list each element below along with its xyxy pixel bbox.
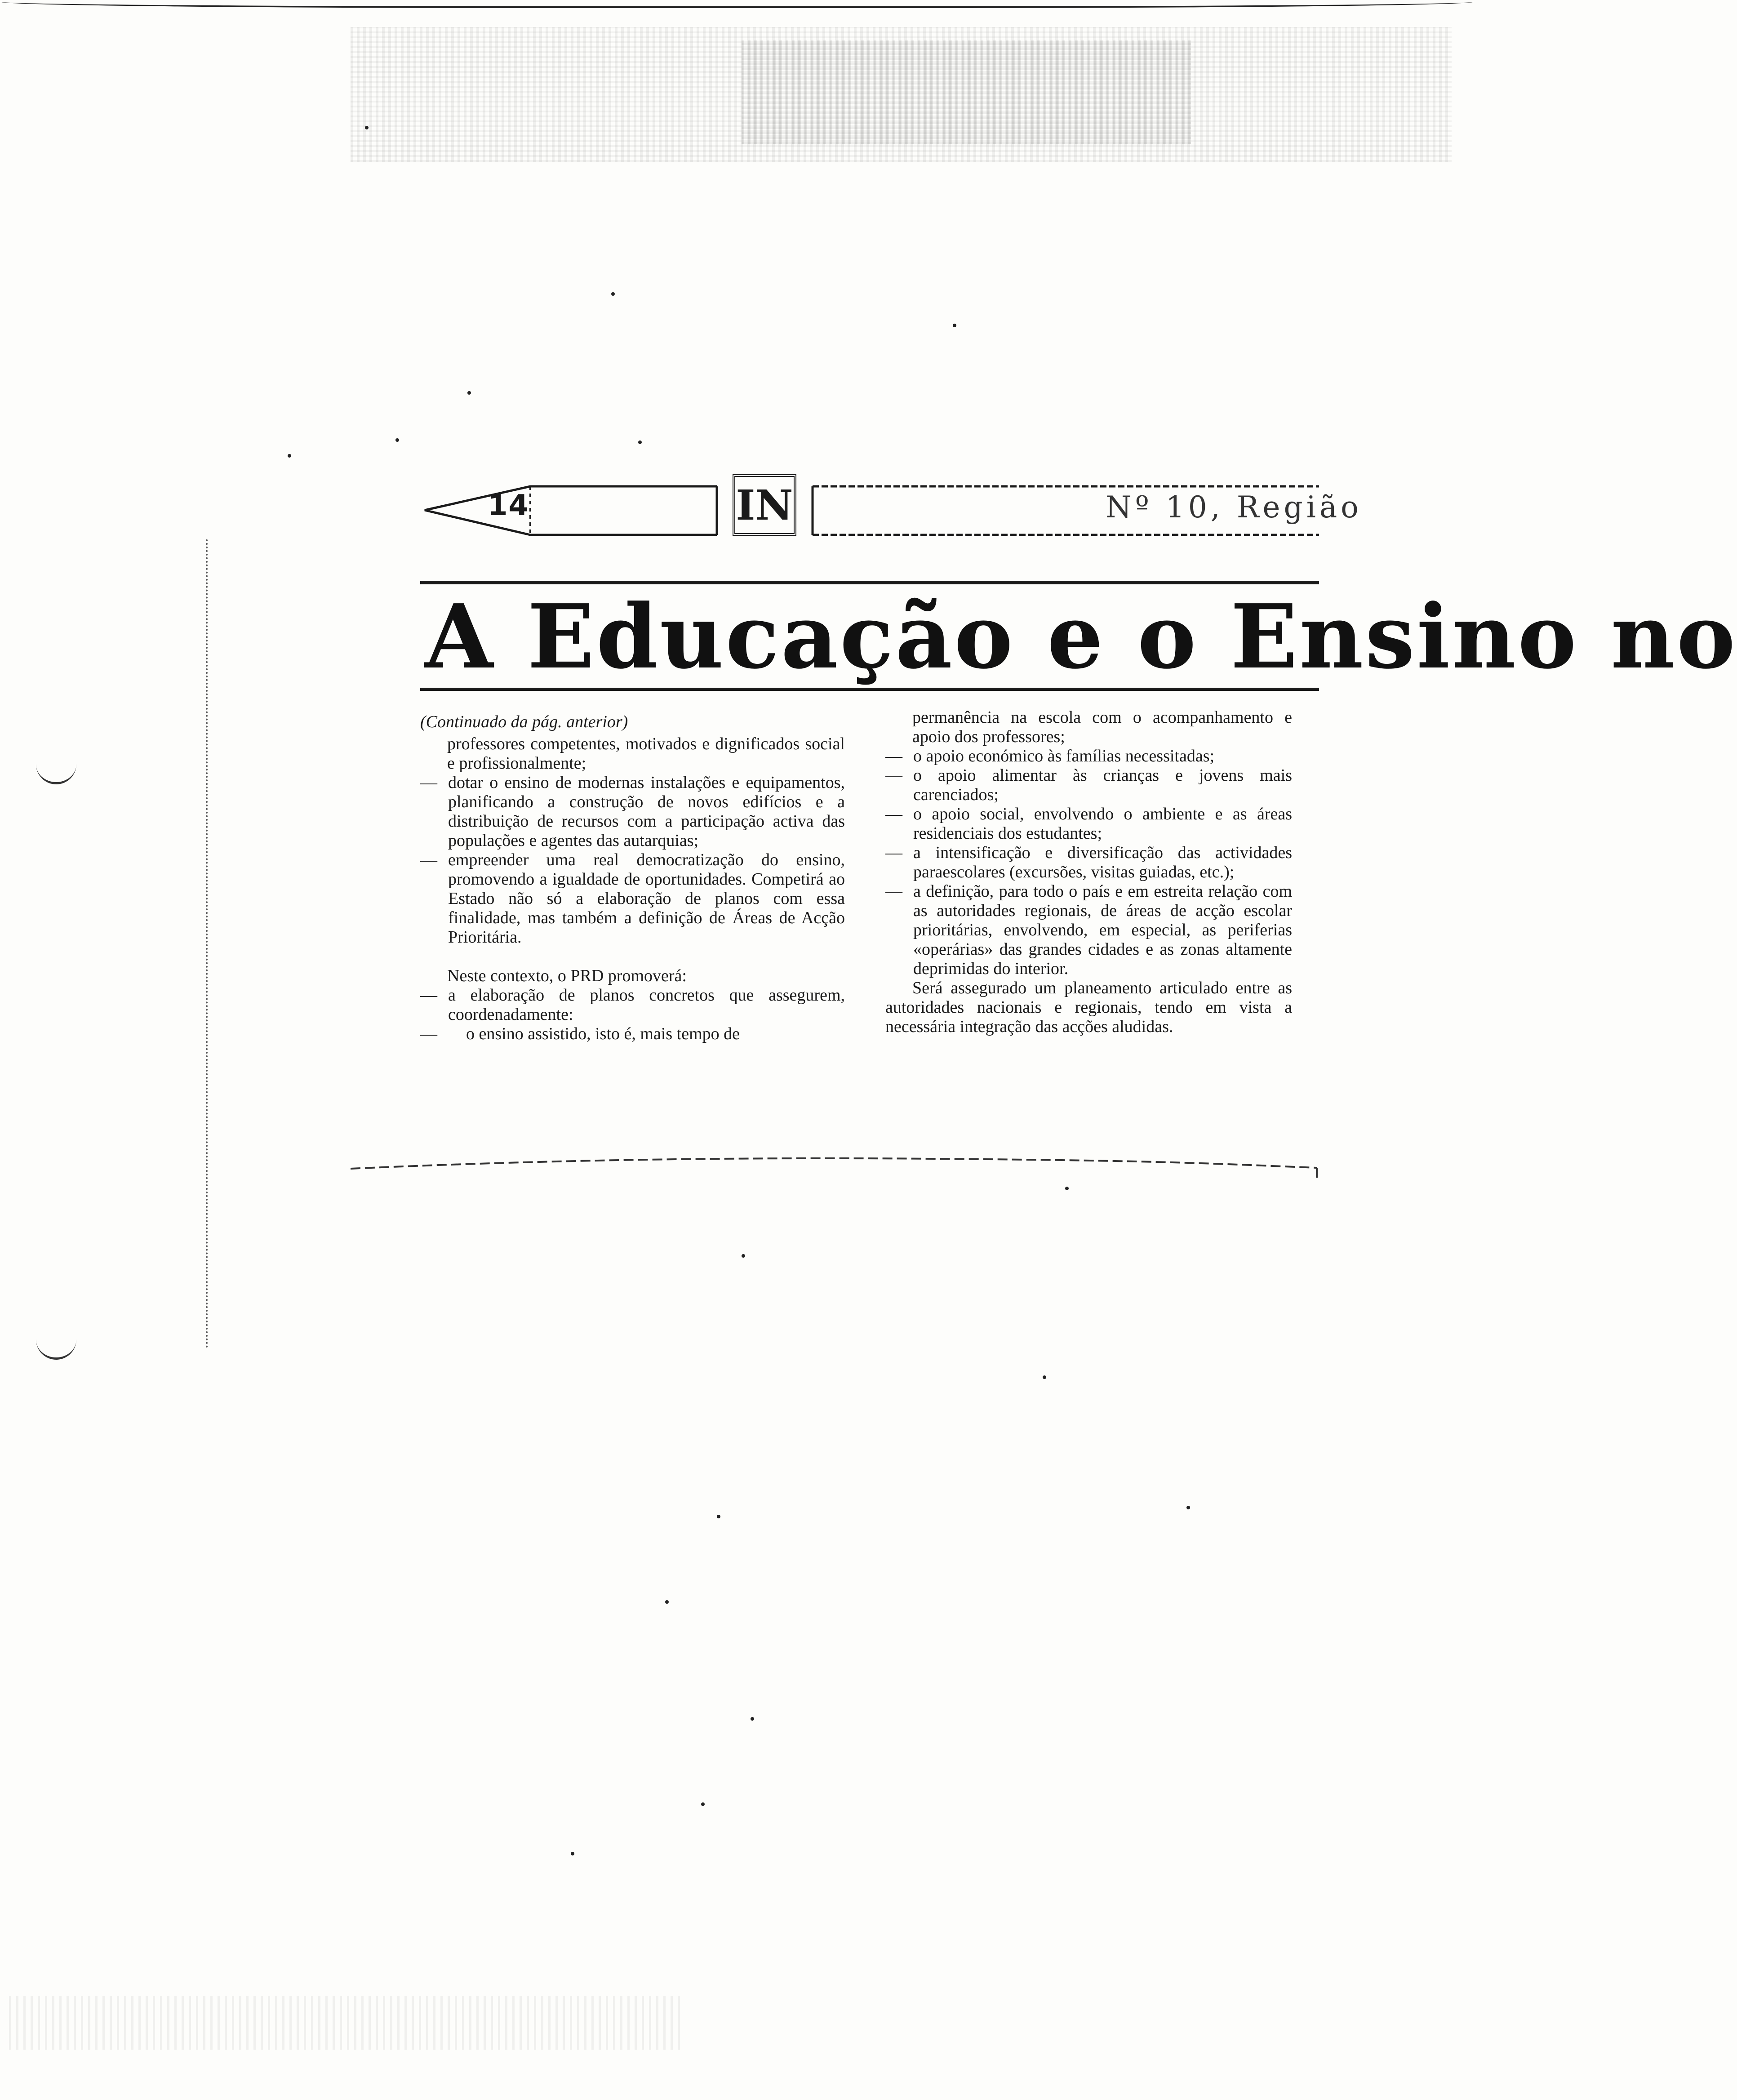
speck [1043, 1375, 1046, 1379]
list-item [420, 1024, 845, 1044]
list-item-text: dotar o ensino de modernas instalações e equipamentos, planificando a construção de novos edifícios e a distribuição de recursos com a participação activa das populações e agentes das autarquias; [448, 773, 845, 850]
list-dash: — [885, 747, 902, 765]
list-item [885, 766, 1292, 805]
list-item-text: a intensificação e diversificação das actividades paraescolares (excursões, visitas guiadas, etc.); [913, 843, 1292, 881]
speck [751, 1717, 754, 1721]
list-item-text: a elaboração de planos concretos que assegurem, coordenadamente: [448, 986, 845, 1024]
speck [717, 1515, 720, 1518]
list-dash: — [885, 805, 902, 823]
list-item [885, 747, 1292, 766]
speck [665, 1600, 669, 1604]
article-column-1 [420, 712, 845, 1044]
article-column-2 [885, 708, 1292, 1037]
list-item-text: o ensino assistido, isto é, mais tempo de [466, 1024, 740, 1043]
list-item-text: o apoio alimentar às crianças e jovens mais carenciados; [913, 766, 1292, 804]
body-text: professores competentes, motivados e dignificados social e profissionalmente; [447, 734, 845, 773]
page-number: 14 [488, 489, 530, 522]
paragraph-gap [420, 947, 845, 966]
speck [1186, 1506, 1190, 1509]
list-dash: — [885, 766, 902, 785]
list-item-text: a definição, para todo o país e em estreita relação com as autoridades regionais, de áreas de acção escolar prioritárias, envolvendo, em especial, as periferias «operárias» das grandes cidades e as zonas altamente deprimidas do interior. [913, 882, 1292, 978]
body-paragraph: Neste contexto, o PRD promoverá: [447, 966, 687, 985]
list-item [420, 986, 845, 1024]
headline-rule-bottom [420, 688, 1319, 691]
list-item [885, 882, 1292, 979]
section-name: Nº 10, Região [1106, 490, 1362, 525]
speck [742, 1254, 745, 1258]
scan-noise-bottom [9, 1996, 683, 2050]
binder-hole-mark [36, 755, 76, 784]
list-dash: — [420, 773, 437, 792]
binder-hole-mark [36, 1330, 76, 1360]
list-item [420, 850, 845, 947]
margin-dotted-line [206, 539, 208, 1348]
speck [701, 1802, 705, 1806]
newspaper-logo: IN [733, 474, 796, 536]
continued-note: (Continuado da pág. anterior) [420, 712, 628, 731]
list-dash: — [420, 986, 437, 1005]
list-item [885, 805, 1292, 843]
list-item [885, 843, 1292, 882]
list-item [420, 773, 845, 850]
speck [571, 1852, 574, 1855]
headline-rule-top [420, 581, 1319, 584]
list-item-text: empreender uma real democratização do ensino, promovendo a igualdade de oportunidades. Competirá ao Estado não só a elaboração de planos com essa finalidade, mas também a definição de Áreas de Acção Prioritária. [448, 850, 845, 947]
cut-edge-line [351, 1151, 1321, 1178]
article-headline: A Educação e o Ensino no [425, 585, 1737, 689]
list-item-text: o apoio social, envolvendo o ambiente e as áreas residenciais dos estudantes; [913, 805, 1292, 843]
list-dash: — [420, 1024, 437, 1043]
list-dash: — [885, 882, 902, 901]
body-paragraph: Será assegurado um planeamento articulado entre as autoridades nacionais e regionais, tendo em vista a necessária integração das acções aludidas. [885, 979, 1292, 1036]
list-dash: — [885, 843, 902, 862]
speck [1065, 1187, 1069, 1190]
body-text: permanência na escola com o acompanhamento e apoio dos professores; [912, 708, 1292, 746]
list-dash: — [420, 850, 437, 869]
list-item-text: o apoio económico às famílias necessitadas; [913, 747, 1215, 765]
